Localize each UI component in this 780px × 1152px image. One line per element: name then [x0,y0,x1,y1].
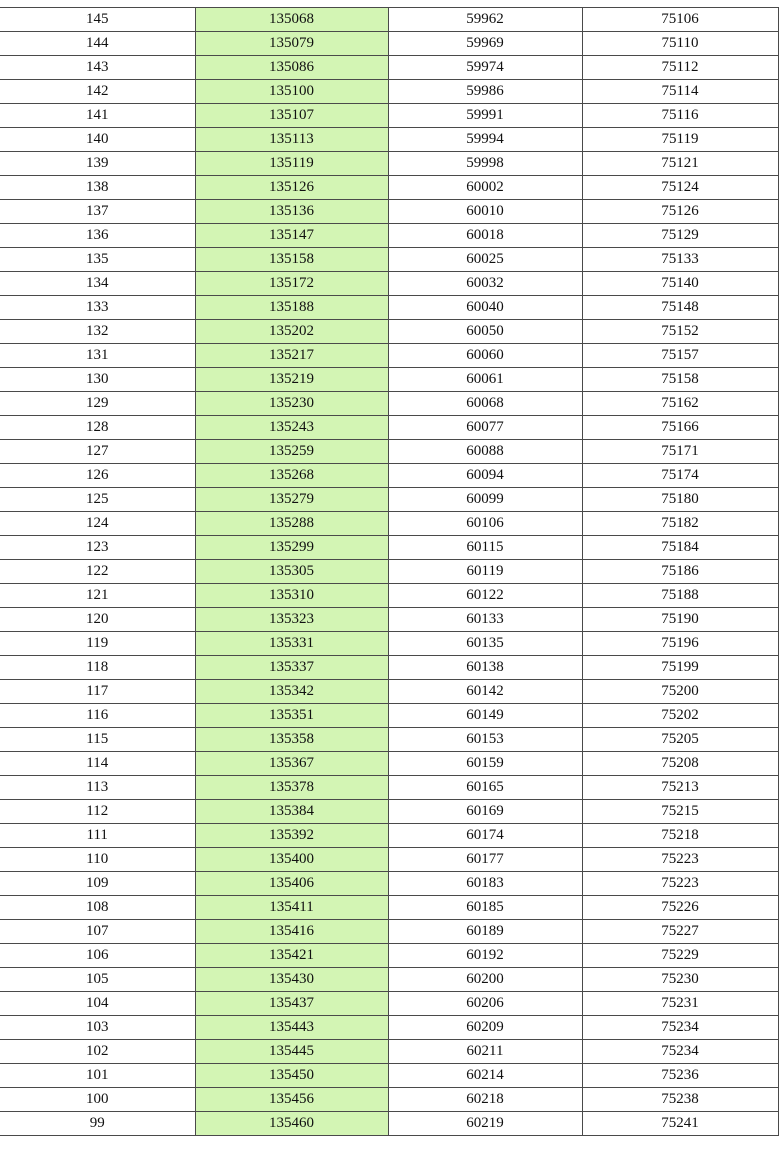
count-cell: 60010 [388,200,582,224]
table-row [0,152,778,176]
highlighted-count-cell: 135445 [195,1040,388,1064]
score-cell: 141 [0,104,195,128]
count-cell: 75200 [582,680,778,704]
score-cell: 131 [0,344,195,368]
count-cell: 60185 [388,896,582,920]
count-cell: 60219 [388,1112,582,1136]
score-cell: 126 [0,464,195,488]
count-cell: 75140 [582,272,778,296]
score-cell: 128 [0,416,195,440]
highlighted-count-cell: 135230 [195,392,388,416]
count-cell: 60122 [388,584,582,608]
count-cell: 60169 [388,800,582,824]
highlighted-count-cell: 135107 [195,104,388,128]
table-row [0,608,778,632]
count-cell: 60106 [388,512,582,536]
score-cell: 133 [0,296,195,320]
score-cell: 122 [0,560,195,584]
count-cell: 75208 [582,752,778,776]
highlighted-count-cell: 135443 [195,1016,388,1040]
score-cell: 140 [0,128,195,152]
table-row [0,656,778,680]
count-cell: 60099 [388,488,582,512]
count-cell: 75106 [582,8,778,32]
highlighted-count-cell: 135416 [195,920,388,944]
table-row [0,800,778,824]
count-cell: 75133 [582,248,778,272]
table-row [0,776,778,800]
table-row [0,200,778,224]
highlighted-count-cell: 135288 [195,512,388,536]
highlighted-count-cell: 135136 [195,200,388,224]
count-cell: 60142 [388,680,582,704]
score-cell: 110 [0,848,195,872]
count-cell: 75186 [582,560,778,584]
table-row [0,1040,778,1064]
score-cell: 118 [0,656,195,680]
score-cell: 127 [0,440,195,464]
score-cell: 109 [0,872,195,896]
table-row [0,104,778,128]
count-cell: 59991 [388,104,582,128]
count-cell: 75238 [582,1088,778,1112]
count-cell: 60177 [388,848,582,872]
count-cell: 60214 [388,1064,582,1088]
count-cell: 60206 [388,992,582,1016]
count-cell: 59994 [388,128,582,152]
table-row [0,368,778,392]
count-cell: 60077 [388,416,582,440]
highlighted-count-cell: 135126 [195,176,388,200]
count-cell: 75158 [582,368,778,392]
highlighted-count-cell: 135217 [195,344,388,368]
highlighted-count-cell: 135119 [195,152,388,176]
count-cell: 75218 [582,824,778,848]
score-cell: 138 [0,176,195,200]
count-cell: 60200 [388,968,582,992]
count-cell: 75230 [582,968,778,992]
count-cell: 60088 [388,440,582,464]
count-cell: 75110 [582,32,778,56]
count-cell: 75229 [582,944,778,968]
table-row [0,536,778,560]
score-cell: 102 [0,1040,195,1064]
count-cell: 60119 [388,560,582,584]
score-cell: 145 [0,8,195,32]
score-cell: 123 [0,536,195,560]
table-row [0,320,778,344]
highlighted-count-cell: 135384 [195,800,388,824]
table-row [0,632,778,656]
count-cell: 75119 [582,128,778,152]
count-cell: 75162 [582,392,778,416]
highlighted-count-cell: 135259 [195,440,388,464]
table-row [0,176,778,200]
table-row [0,296,778,320]
count-cell: 60218 [388,1088,582,1112]
score-cell: 120 [0,608,195,632]
highlighted-count-cell: 135268 [195,464,388,488]
score-cell: 113 [0,776,195,800]
count-cell: 60209 [388,1016,582,1040]
table-row [0,896,778,920]
table-row [0,584,778,608]
score-cell: 125 [0,488,195,512]
score-cell: 130 [0,368,195,392]
count-cell: 60189 [388,920,582,944]
score-cell: 116 [0,704,195,728]
count-cell: 60159 [388,752,582,776]
count-cell: 75157 [582,344,778,368]
count-cell: 60040 [388,296,582,320]
count-cell: 60115 [388,536,582,560]
count-cell: 75196 [582,632,778,656]
count-cell: 75114 [582,80,778,104]
highlighted-count-cell: 135219 [195,368,388,392]
highlighted-count-cell: 135392 [195,824,388,848]
table-row [0,464,778,488]
score-cell: 101 [0,1064,195,1088]
count-cell: 75190 [582,608,778,632]
table-row [0,944,778,968]
count-cell: 60025 [388,248,582,272]
count-cell: 60153 [388,728,582,752]
score-cell: 115 [0,728,195,752]
count-cell: 75241 [582,1112,778,1136]
table-row [0,848,778,872]
count-cell: 60050 [388,320,582,344]
score-cell: 111 [0,824,195,848]
count-cell: 75148 [582,296,778,320]
highlighted-count-cell: 135421 [195,944,388,968]
count-cell: 60138 [388,656,582,680]
count-cell: 60174 [388,824,582,848]
count-cell: 75188 [582,584,778,608]
score-cell: 107 [0,920,195,944]
highlighted-count-cell: 135100 [195,80,388,104]
count-cell: 60192 [388,944,582,968]
score-cell: 132 [0,320,195,344]
score-cell: 103 [0,1016,195,1040]
score-cell: 137 [0,200,195,224]
score-cell: 104 [0,992,195,1016]
highlighted-count-cell: 135113 [195,128,388,152]
table-row [0,824,778,848]
score-cell: 121 [0,584,195,608]
score-cell: 135 [0,248,195,272]
count-cell: 60094 [388,464,582,488]
count-cell: 75215 [582,800,778,824]
count-cell: 75202 [582,704,778,728]
highlighted-count-cell: 135147 [195,224,388,248]
count-cell: 75152 [582,320,778,344]
table-row [0,680,778,704]
score-cell: 114 [0,752,195,776]
table-row [0,128,778,152]
score-cell: 99 [0,1112,195,1136]
highlighted-count-cell: 135406 [195,872,388,896]
highlighted-count-cell: 135430 [195,968,388,992]
count-cell: 59962 [388,8,582,32]
count-cell: 59986 [388,80,582,104]
table-body [0,8,778,1136]
count-cell: 75129 [582,224,778,248]
count-cell: 60183 [388,872,582,896]
score-cell: 100 [0,1088,195,1112]
count-cell: 60018 [388,224,582,248]
count-cell: 75124 [582,176,778,200]
highlighted-count-cell: 135068 [195,8,388,32]
highlighted-count-cell: 135188 [195,296,388,320]
count-cell: 75234 [582,1040,778,1064]
highlighted-count-cell: 135279 [195,488,388,512]
score-cell: 129 [0,392,195,416]
count-cell: 75182 [582,512,778,536]
count-cell: 60032 [388,272,582,296]
score-table [0,7,779,1136]
count-cell: 60165 [388,776,582,800]
highlighted-count-cell: 135305 [195,560,388,584]
highlighted-count-cell: 135400 [195,848,388,872]
table-row [0,992,778,1016]
score-cell: 108 [0,896,195,920]
table-row [0,8,778,32]
score-cell: 117 [0,680,195,704]
highlighted-count-cell: 135411 [195,896,388,920]
table-row [0,1064,778,1088]
table-row [0,872,778,896]
table-row [0,416,778,440]
count-cell: 75116 [582,104,778,128]
score-cell: 106 [0,944,195,968]
highlighted-count-cell: 135460 [195,1112,388,1136]
score-cell: 136 [0,224,195,248]
highlighted-count-cell: 135331 [195,632,388,656]
count-cell: 75227 [582,920,778,944]
highlighted-count-cell: 135337 [195,656,388,680]
highlighted-count-cell: 135243 [195,416,388,440]
count-cell: 75112 [582,56,778,80]
table-row [0,248,778,272]
table-row [0,80,778,104]
count-cell: 75223 [582,872,778,896]
score-cell: 144 [0,32,195,56]
count-cell: 75205 [582,728,778,752]
table-row [0,392,778,416]
table-row [0,728,778,752]
count-cell: 60133 [388,608,582,632]
table-row [0,344,778,368]
table-row [0,56,778,80]
table-row [0,272,778,296]
count-cell: 60068 [388,392,582,416]
highlighted-count-cell: 135437 [195,992,388,1016]
highlighted-count-cell: 135158 [195,248,388,272]
table-row [0,224,778,248]
count-cell: 59998 [388,152,582,176]
score-cell: 143 [0,56,195,80]
highlighted-count-cell: 135172 [195,272,388,296]
count-cell: 60061 [388,368,582,392]
count-cell: 75171 [582,440,778,464]
count-cell: 75184 [582,536,778,560]
highlighted-count-cell: 135367 [195,752,388,776]
score-cell: 124 [0,512,195,536]
count-cell: 75199 [582,656,778,680]
score-cell: 105 [0,968,195,992]
table-row [0,512,778,536]
highlighted-count-cell: 135351 [195,704,388,728]
table-row [0,32,778,56]
table-row [0,704,778,728]
count-cell: 60135 [388,632,582,656]
count-cell: 75121 [582,152,778,176]
count-cell: 75213 [582,776,778,800]
count-cell: 75236 [582,1064,778,1088]
highlighted-count-cell: 135079 [195,32,388,56]
highlighted-count-cell: 135456 [195,1088,388,1112]
highlighted-count-cell: 135378 [195,776,388,800]
table-row [0,920,778,944]
count-cell: 60002 [388,176,582,200]
score-cell: 112 [0,800,195,824]
table-row [0,752,778,776]
count-cell: 75226 [582,896,778,920]
highlighted-count-cell: 135358 [195,728,388,752]
count-cell: 60060 [388,344,582,368]
highlighted-count-cell: 135310 [195,584,388,608]
table-row [0,1016,778,1040]
highlighted-count-cell: 135299 [195,536,388,560]
count-cell: 75126 [582,200,778,224]
table-row [0,1112,778,1136]
table-row [0,488,778,512]
score-cell: 142 [0,80,195,104]
highlighted-count-cell: 135450 [195,1064,388,1088]
score-cell: 139 [0,152,195,176]
count-cell: 75166 [582,416,778,440]
highlighted-count-cell: 135323 [195,608,388,632]
count-cell: 60211 [388,1040,582,1064]
highlighted-count-cell: 135086 [195,56,388,80]
table-row [0,968,778,992]
highlighted-count-cell: 135342 [195,680,388,704]
score-cell: 134 [0,272,195,296]
table-row [0,1088,778,1112]
table-row [0,440,778,464]
count-cell: 75223 [582,848,778,872]
count-cell: 75174 [582,464,778,488]
table-row [0,560,778,584]
count-cell: 75180 [582,488,778,512]
highlighted-count-cell: 135202 [195,320,388,344]
count-cell: 59969 [388,32,582,56]
count-cell: 60149 [388,704,582,728]
score-cell: 119 [0,632,195,656]
count-cell: 59974 [388,56,582,80]
count-cell: 75234 [582,1016,778,1040]
count-cell: 75231 [582,992,778,1016]
